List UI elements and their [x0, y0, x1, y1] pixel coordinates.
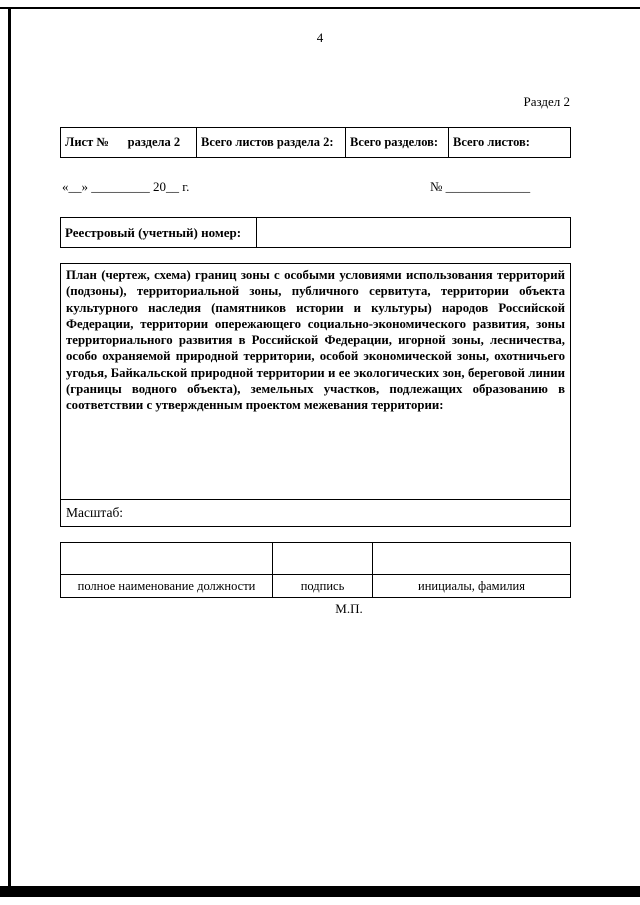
- sheet-info-table: [60, 127, 571, 158]
- registry-number-value-cell: [257, 218, 570, 247]
- signature-label: подпись: [273, 575, 373, 597]
- signature-input-row: [61, 543, 570, 574]
- scan-border-left: [8, 7, 11, 897]
- registry-number-label: Реестровый (учетный) номер:: [61, 218, 257, 247]
- registry-number-box: [60, 217, 571, 248]
- section-label: Раздел 2: [523, 94, 570, 109]
- plan-description: План (чертеж, схема) границ зоны с особыми условиями использования территорий (подзоны), территориальной зоны, публичного сервитута, территории объекта культурного наследия (памятников истории и культуры) народов Российской Федерации, территории опережающего социально-экономического развития, зоны территориального развития в Российской Федерации, игорной зоны, лесничества, особо охраняемой природной территории, особой экономической зоны, охотничьего угодья, Байкальской природной территории и ее экологических зон, береговой линии (границы водного объекта), земельных участков, подлежащих образованию в соответствии с утвержденным проектом межевания территории:: [66, 268, 565, 413]
- signature-input-cell: [273, 543, 373, 574]
- scale-label: Масштаб:: [66, 505, 124, 520]
- signature-label-row: [61, 574, 570, 597]
- stamp-place-label: М.П.: [335, 601, 363, 616]
- scan-border-top: [0, 7, 640, 9]
- initials-input-cell: [373, 543, 570, 574]
- position-input-cell: [61, 543, 273, 574]
- page-number: 4: [316, 30, 324, 45]
- sheet-number-cell: Лист № раздела 2: [61, 128, 197, 157]
- plan-drawing-area: [61, 416, 570, 499]
- initials-label: инициалы, фамилия: [418, 578, 525, 593]
- total-section-sheets-cell: Всего листов раздела 2:: [197, 128, 346, 157]
- position-label: полное наименование должности: [61, 575, 273, 597]
- date-blank: «__» _________ 20__ г.: [62, 179, 190, 194]
- scan-border-bottom: [0, 886, 640, 897]
- total-sections-cell: Всего разделов:: [346, 128, 449, 157]
- plan-box: [60, 263, 571, 527]
- total-sheets-cell: Всего листов:: [453, 135, 530, 149]
- document-number-blank: № _____________: [430, 179, 531, 194]
- signature-table: [60, 542, 571, 598]
- scale-row: [61, 499, 570, 526]
